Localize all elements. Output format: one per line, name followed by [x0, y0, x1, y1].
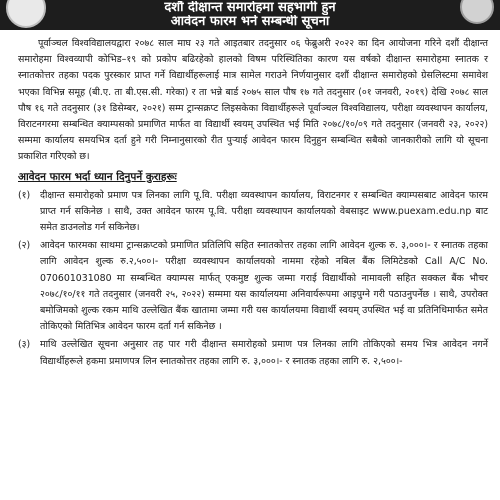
item-text: माथि उल्लेखित सूचना अनुसार तह पार गरी दीक्षान्त समारोहको प्रमाण पत्र लिनका लागि तोकिएको समय भित्र आवेदन नगर्ने विद्यार्थीहरूले हकमा प्रमाणपत्र लिन स्नातकोत्तर तहका लागि रु. ३,०००।- र स्नातक तहका लागि रु. २,५००।-	[40, 339, 488, 367]
item-number: (१)	[18, 189, 31, 201]
university-seal-icon	[6, 0, 46, 28]
list-item	[18, 188, 488, 237]
list-item	[18, 337, 488, 369]
item-number: (२)	[18, 240, 31, 252]
notice-body	[18, 36, 488, 370]
item-number: (३)	[18, 339, 31, 351]
section-heading: आवेदन फारम भर्दा ध्यान दिनुपर्ने कुराहरूः	[18, 170, 177, 183]
notice-title-line-2: आवेदन फारम भर्ने सम्बन्धी सूचना	[170, 15, 330, 29]
list-item	[18, 238, 488, 335]
intro-paragraph: पूर्वाञ्चल विश्वविद्यालयद्वारा २०७८ साल माघ २३ गते आइतबार तदनुसार ०६ फेब्रुअरी २०२२ का दिन आयोजना गरिने दशौं दीक्षान्त समारोहमा विश्वव्यापी कोभिड–१९ को प्रकोप बढिरहेको हालको विषम परिस्थितिका कारण यस वर्षको दीक्षान्त समारोहमा स्नातक र स्नातकोत्तर तहका पदक पुरस्कार प्राप्त गर्ने विद्यार्थीहरूलाई मात्र सामेल गराउने निर्णयानुसार दशौं दीक्षान्त समारोहको ग्रेसलिस्टमा समावेश भएका विभिन्न समूह (बी.ए. ता बी.एस.सी. गरेका) र ता भन्ने बार्ड २०७५ साल पौष १७ गते तदनुसार (०१ जनवरी, २०१९) देखि २०७८ साल पौष १६ गते तदनुसार (३१ डिसेम्बर, २०२१) सम्म ट्रान्सक्रप्ट लिइसकेका विद्यार्थीहरूले पूर्वाञ्चल विश्वविद्यालय, परीक्षा व्यवस्थापन कार्यालय, विराटनगरमा सम्बन्धित क्याम्पसको प्रमाणित मार्फत वा विद्यार्थी स्वयम् उपस्थित भई मिति २०७८/१०/०९ गते तदनुसार (जनवरी २३, २०२२) सम्ममा कार्यालय समयभित्र दर्ता हुने गरी निम्नानुसारको रीत पुऱ्याई आवेदन फारम दिनुहुन सम्बन्धित सबैको जानकारीको लागि यो सूचना प्रकाशित गरिएको छ।	[18, 38, 488, 163]
notice-title-line-1: दशौं दीक्षान्त समारोहमा सहभागी हुन	[164, 1, 336, 15]
emblem-icon	[460, 0, 494, 24]
header-banner	[0, 0, 500, 30]
item-text: आवेदन फारमका साथमा ट्रान्सक्रप्टको प्रमाणित प्रतिलिपि सहित स्नातकोत्तर तहका लागि आवेदन शुल्क रु. ३,०००।- र स्नातक तहका लागि आवेदन शुल्क रु.२,५००।- परीक्षा व्यवस्थापन कार्यालयको नाममा रहेको नबिल बैंक लिमिटेडको Call A/C No. 070601031080 मा सम्बन्धित क्याम्पस मार्फत् एकमुष्ट शुल्क जम्मा गराई विद्यार्थीको नामावली सहित सक्कल बैंक भौचर २०७८/१०/११ गते तदनुसार (जनवरी २५, २०२२) सम्ममा यस कार्यालयमा अनिवार्यरूपमा आइपुग्ने गरी पठाउनुपर्नेछ । साथै, उपरोक्त बमोजिमको शुल्क रकम माथि उल्लेखित बैंक खातामा जम्मा गरी यस कार्यालयमा विद्यार्थी स्वयम् उपस्थित भई वा प्रतिनिधिमार्फत समेत तोकिएको मितिभित्र आवेदन फारम दर्ता गर्न सकिनेछ ।	[40, 240, 488, 333]
item-text: दीक्षान्त समारोहको प्रमाण पत्र लिनका लागि पू.वि. परीक्षा व्यवस्थापन कार्यालय, विराटनगर र सम्बन्धित क्याम्पसबाट आवेदन फारम प्राप्त गर्न सकिनेछ । साथै, उक्त आवेदन फारम पू.वि. परीक्षा व्यवस्थापन कार्यालयको वेबसाइट www.puexam.edu.np बाट समेत डाउनलोड गर्न सकिनेछ।	[40, 189, 488, 234]
